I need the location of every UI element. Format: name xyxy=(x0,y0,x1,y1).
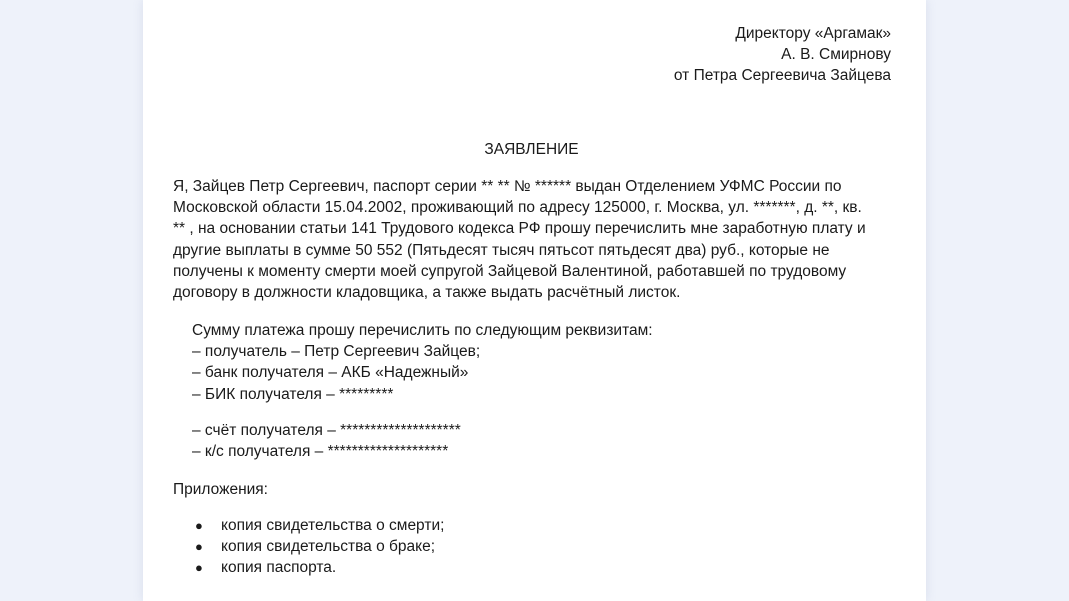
requisites-intro: Сумму платежа прошу перечислить по следующим реквизитам: xyxy=(192,322,653,339)
account-requisites xyxy=(192,420,461,462)
requisite-bik: – БИК получателя – ********* xyxy=(192,385,394,403)
addressee-director: Директору «Аргамак» xyxy=(735,25,891,42)
list-item xyxy=(195,515,444,536)
requisite-corr-account: – к/с получателя – ******************** xyxy=(192,443,449,461)
attachment-label: копия паспорта. xyxy=(221,559,337,577)
body-line: Я, Зайцев Петр Сергеевич, паспорт серии ** ** № ****** выдан Отделением УФМС России по xyxy=(173,178,842,195)
bullet-icon: ● xyxy=(195,539,203,555)
requisite-bank: – банк получателя – АКБ «Надежный» xyxy=(192,364,469,382)
body-line: ** , на основании статьи 141 Трудового кодекса РФ прошу перечислить мне заработную плату и xyxy=(173,220,866,238)
bullet-icon: ● xyxy=(195,560,203,576)
requisite-account: – счёт получателя – ******************** xyxy=(192,422,461,439)
list-item xyxy=(195,557,444,578)
list-item xyxy=(195,536,444,557)
body-line: получены к моменту смерти моей супругой Зайцевой Валентиной, работавшей по трудовому xyxy=(173,262,847,280)
document-title: ЗАЯВЛЕНИЕ xyxy=(484,141,579,158)
document-page xyxy=(143,0,926,601)
sender-name: от Петра Сергеевича Зайцева xyxy=(673,67,891,85)
body-line: договору в должности кладовщика, а также выдать расчётный листок. xyxy=(173,284,681,302)
attachments-title: Приложения: xyxy=(173,481,268,498)
addressee-name: А. В. Смирнову xyxy=(781,46,891,64)
requisite-recipient: – получатель – Петр Сергеевич Зайцев; xyxy=(192,343,481,361)
body-line: другие выплаты в сумме 50 552 (Пятьдесят тысяч пятьсот пятьдесят два) руб., которые не xyxy=(173,241,830,259)
statement-body xyxy=(173,176,901,303)
payment-requisites xyxy=(192,320,653,405)
attachment-label: копия свидетельства о смерти; xyxy=(221,517,445,534)
attachments-list xyxy=(195,515,444,579)
addressee-block xyxy=(674,23,891,87)
attachment-label: копия свидетельства о браке; xyxy=(221,538,436,556)
body-line: Московской области 15.04.2002, проживающий по адресу 125000, г. Москва, ул. *******, д. **, кв. xyxy=(173,199,862,217)
bullet-icon: ● xyxy=(195,518,203,533)
